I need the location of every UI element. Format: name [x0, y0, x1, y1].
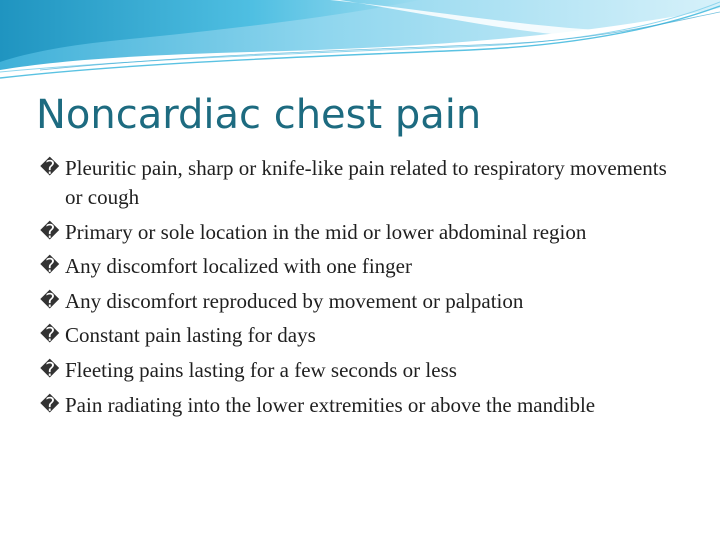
list-item	[40, 154, 680, 212]
slide-title: Noncardiac chest pain	[36, 92, 482, 138]
bullet-icon: �	[40, 393, 60, 416]
bullet-icon: �	[40, 358, 60, 381]
bullet-icon: �	[40, 157, 60, 179]
list-item	[40, 321, 680, 350]
bullet-text: Pleuritic pain, sharp or knife-like pain related to respiratory movements or cough	[65, 156, 667, 209]
bullet-icon: �	[40, 324, 60, 347]
bullet-list	[40, 154, 680, 425]
bullet-text: Constant pain lasting for days	[65, 323, 316, 348]
list-item	[40, 287, 680, 316]
bullet-icon: �	[40, 289, 60, 312]
list-item	[40, 356, 680, 385]
bullet-text: Fleeting pains lasting for a few seconds or less	[65, 357, 457, 382]
bullet-text: Any discomfort localized with one finger	[65, 254, 412, 279]
bullet-text: Primary or sole location in the mid or lower abdominal region	[65, 219, 587, 244]
header-wave-decoration	[0, 0, 720, 90]
list-item	[40, 252, 680, 281]
bullet-icon: �	[40, 220, 60, 243]
bullet-text: Pain radiating into the lower extremities or above the mandible	[65, 392, 596, 417]
list-item	[40, 218, 680, 247]
list-item	[40, 391, 680, 420]
bullet-text: Any discomfort reproduced by movement or palpation	[65, 288, 524, 313]
bullet-icon: �	[40, 255, 60, 278]
